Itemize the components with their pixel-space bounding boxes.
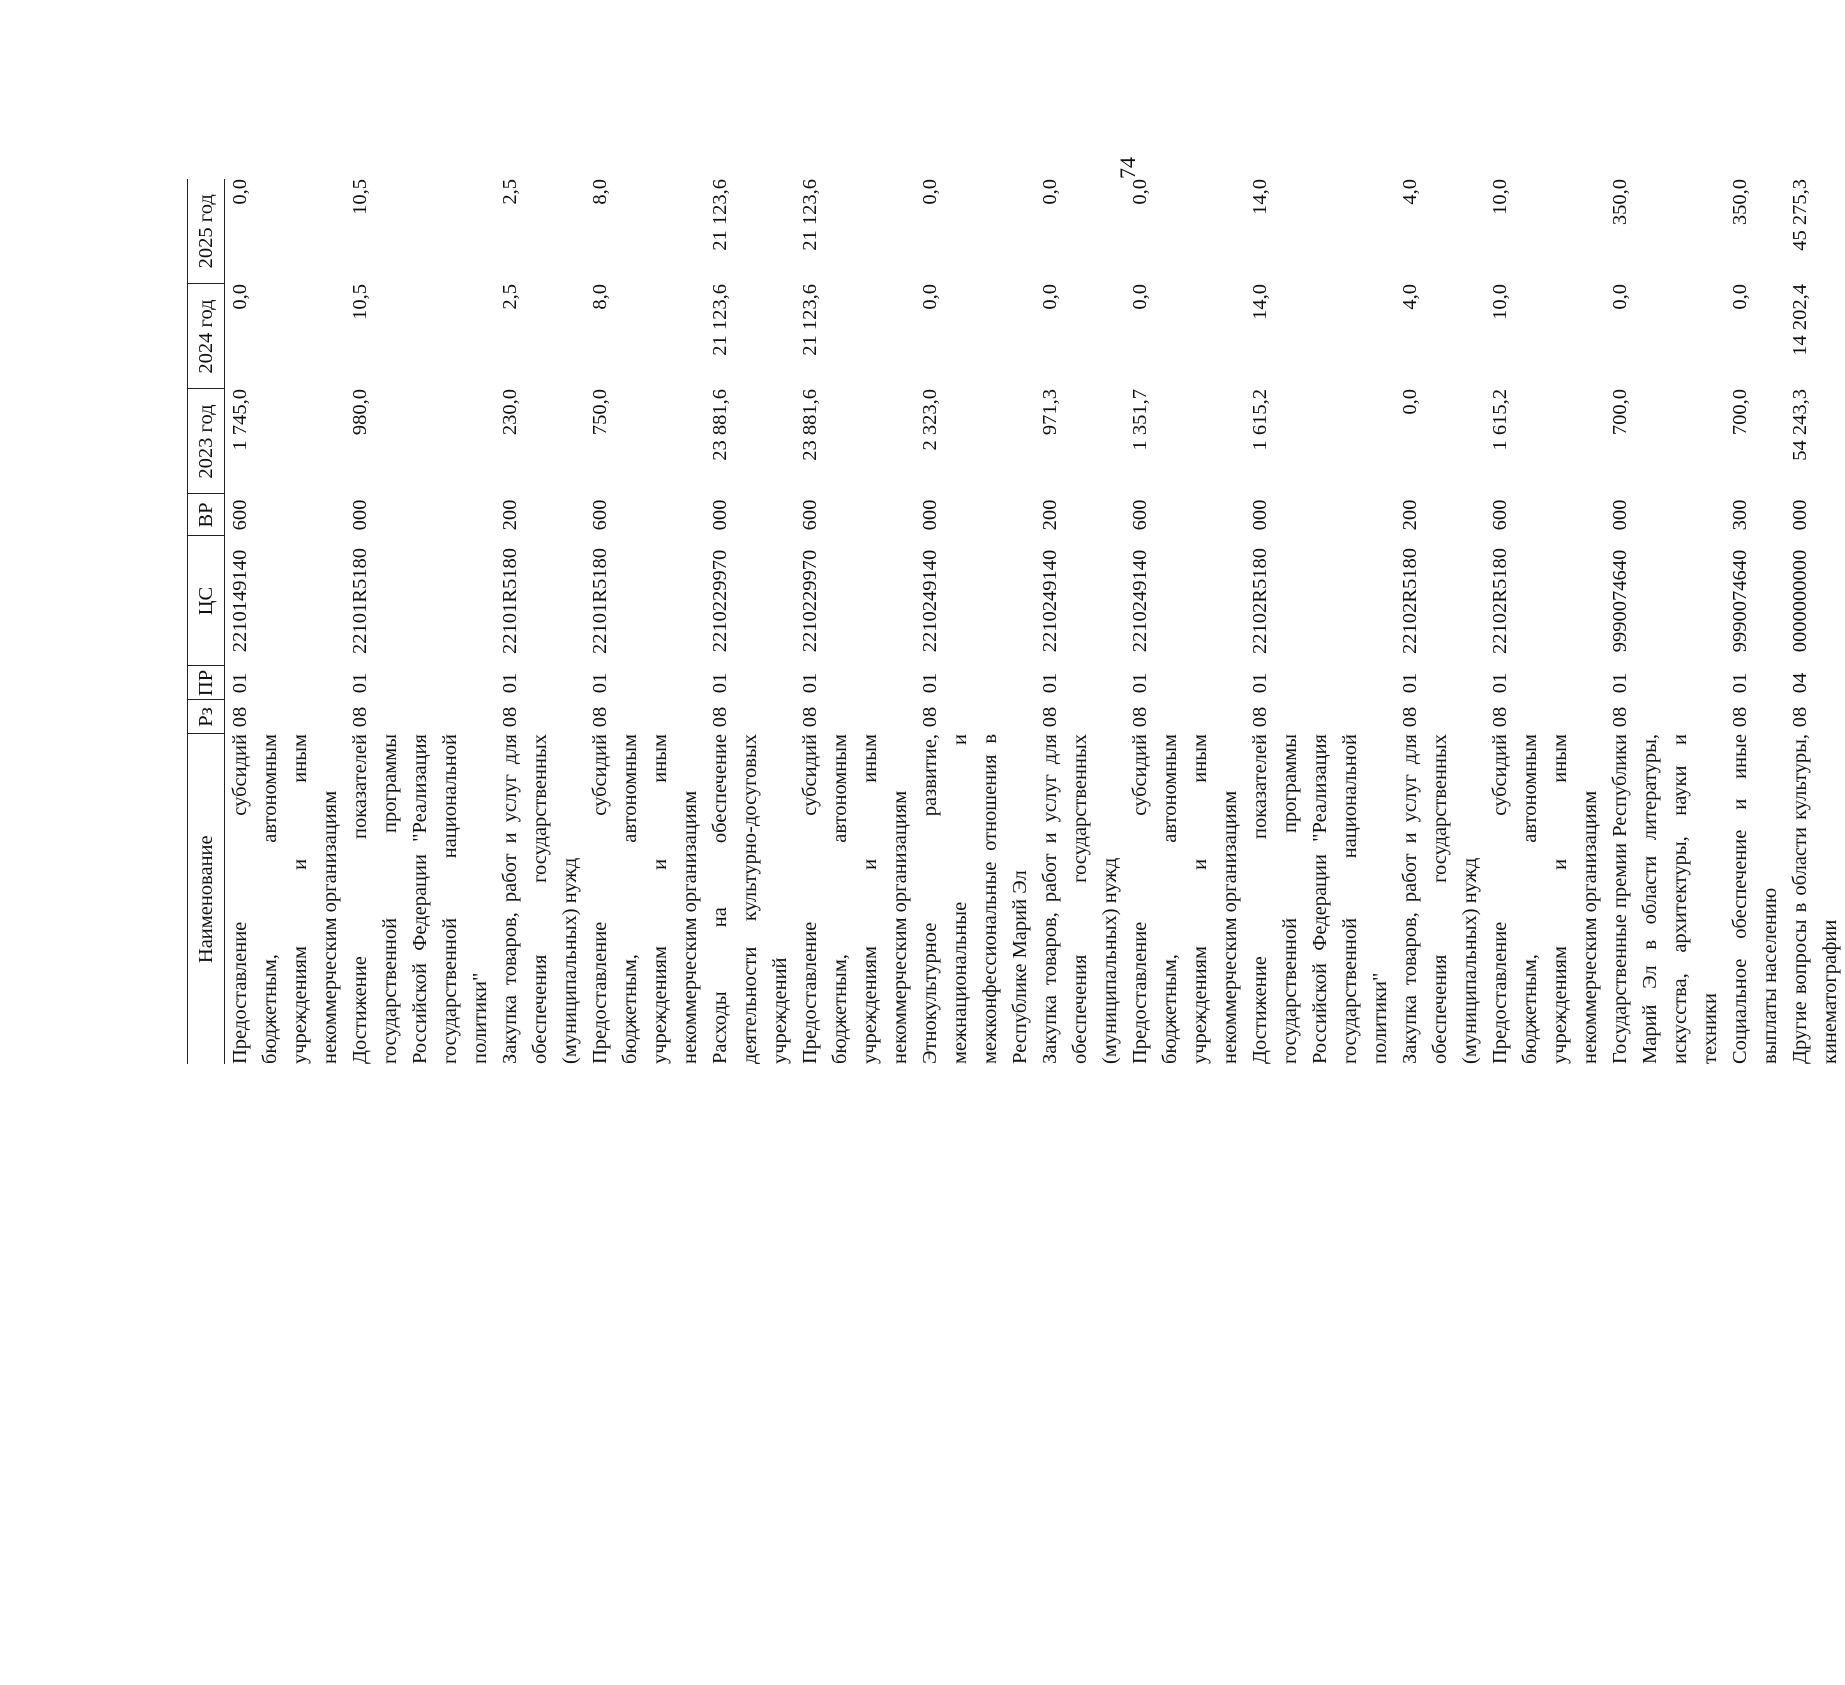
row-pr: 01	[1039, 672, 1061, 694]
header-cs: ЦС	[188, 536, 225, 666]
row-vr: 600	[229, 499, 251, 531]
row-amount-2023: 23 881,6	[709, 389, 731, 461]
row-amount-2024: 14 202,4	[1789, 284, 1811, 356]
row-rz: 08	[1039, 706, 1061, 728]
table-row	[1485, 179, 1605, 1064]
row-pr: 01	[1489, 672, 1511, 694]
row-name: Закупка товаров, работ и услуг для обеспечения государственных (муниципальных) нужд	[1039, 734, 1121, 1064]
row-rz: 08	[1609, 706, 1631, 728]
table-row	[1725, 179, 1785, 1064]
row-amount-2023: 1 615,2	[1249, 389, 1271, 451]
row-amount-2025: 350,0	[1609, 179, 1631, 226]
row-amount-2023: 971,3	[1039, 389, 1061, 436]
row-cs: 2210229970	[799, 549, 821, 653]
row-amount-2025: 21 123,6	[799, 179, 821, 251]
row-pr: 01	[1609, 672, 1631, 694]
row-name: Предоставление субсидий бюджетным, автономным учреждениям и иным некоммерческим организациям	[589, 734, 701, 1064]
row-cs: 2210249140	[1129, 549, 1151, 653]
row-name: Этнокультурное развитие, межнациональные и межконфессиональные отношения в Республике Марий Эл	[919, 734, 1031, 1064]
table-row	[225, 179, 346, 1064]
header-rz: Рз	[188, 700, 225, 734]
row-name: Государственные премии Республики Марий Эл в области литературы, искусства, архитектуры, науки и техники	[1609, 734, 1721, 1064]
row-rz: 08	[589, 706, 611, 728]
header-2024: 2024 год	[188, 284, 225, 389]
row-pr: 01	[709, 672, 731, 694]
row-amount-2023: 700,0	[1729, 389, 1751, 436]
row-amount-2024: 8,0	[589, 284, 611, 310]
header-2025: 2025 год	[188, 179, 225, 284]
row-rz: 08	[349, 706, 371, 728]
row-pr: 01	[1729, 672, 1751, 694]
row-rz: 08	[1489, 706, 1511, 728]
row-cs: 22102R5180	[1399, 548, 1421, 654]
row-cs: 22102R5180	[1489, 548, 1511, 654]
row-vr: 000	[919, 499, 941, 531]
row-amount-2023: 750,0	[589, 389, 611, 436]
row-amount-2025: 0,0	[1129, 179, 1151, 205]
row-amount-2025: 10,0	[1489, 179, 1511, 215]
row-amount-2023: 980,0	[349, 389, 371, 436]
header-pr: ПР	[188, 666, 225, 700]
row-amount-2024: 2,5	[499, 284, 521, 310]
page-number: 74	[1115, 157, 1140, 179]
row-amount-2025: 0,0	[229, 179, 251, 205]
row-amount-2024: 0,0	[1039, 284, 1061, 310]
budget-table	[187, 179, 1845, 1064]
row-pr: 01	[1249, 672, 1271, 694]
row-amount-2023: 2 323,0	[919, 389, 941, 451]
row-vr: 300	[1729, 499, 1751, 531]
row-amount-2024: 0,0	[919, 284, 941, 310]
row-vr: 200	[1399, 499, 1421, 531]
row-rz: 08	[499, 706, 521, 728]
row-vr: 600	[799, 499, 821, 531]
row-pr: 04	[1789, 672, 1811, 694]
row-amount-2024: 21 123,6	[709, 284, 731, 356]
row-pr: 01	[589, 672, 611, 694]
row-rz: 08	[229, 706, 251, 728]
row-name: Предоставление субсидий бюджетным, автономным учреждениям и иным некоммерческим организациям	[799, 734, 911, 1064]
row-amount-2023: 230,0	[499, 389, 521, 436]
table-row	[495, 179, 585, 1064]
row-rz: 08	[1399, 706, 1421, 728]
row-cs: 22101R5180	[349, 548, 371, 654]
row-amount-2024: 14,0	[1249, 284, 1271, 320]
table-row	[1605, 179, 1725, 1064]
header-vr: ВР	[188, 494, 225, 536]
row-name: Достижение показателей государственной программы Российской Федерации "Реализация государственной национальной политики"	[1249, 734, 1391, 1064]
row-name: Достижение показателей государственной программы Российской Федерации "Реализация государственной национальной политики"	[349, 734, 491, 1064]
row-amount-2023: 700,0	[1609, 389, 1631, 436]
row-rz: 08	[1249, 706, 1271, 728]
table-row	[345, 179, 495, 1064]
row-pr: 01	[919, 672, 941, 694]
row-pr: 01	[1129, 672, 1151, 694]
row-vr: 000	[1789, 499, 1811, 531]
row-cs: 9990074640	[1609, 549, 1631, 653]
row-vr: 000	[1249, 499, 1271, 531]
row-amount-2024: 10,0	[1489, 284, 1511, 320]
row-pr: 01	[799, 672, 821, 694]
row-amount-2024: 0,0	[1729, 284, 1751, 310]
row-rz: 08	[799, 706, 821, 728]
row-cs: 22101R5180	[589, 548, 611, 654]
row-cs: 9990074640	[1729, 549, 1751, 653]
row-amount-2024: 0,0	[1609, 284, 1631, 310]
row-amount-2023: 1 615,2	[1489, 389, 1511, 451]
row-amount-2025: 0,0	[1039, 179, 1061, 205]
row-name: Предоставление субсидий бюджетным, автономным учреждениям и иным некоммерческим организациям	[229, 734, 341, 1064]
row-name: Закупка товаров, работ и услуг для обеспечения государственных (муниципальных) нужд	[499, 734, 581, 1064]
row-amount-2023: 23 881,6	[799, 389, 821, 461]
table-row	[795, 179, 915, 1064]
row-amount-2023: 1 745,0	[229, 389, 251, 451]
row-pr: 01	[1399, 672, 1421, 694]
row-vr: 600	[1129, 499, 1151, 531]
row-vr: 000	[1609, 499, 1631, 531]
table-row	[1395, 179, 1485, 1064]
row-amount-2025: 350,0	[1729, 179, 1751, 226]
row-pr: 01	[349, 672, 371, 694]
row-name: Другие вопросы в области культуры, кинематографии	[1789, 734, 1841, 1064]
row-amount-2025: 10,5	[349, 179, 371, 215]
row-amount-2025: 21 123,6	[709, 179, 731, 251]
row-pr: 01	[499, 672, 521, 694]
row-vr: 600	[1489, 499, 1511, 531]
row-amount-2025: 45 275,3	[1789, 179, 1811, 251]
row-name: Социальное обеспечение и иные выплаты населению	[1729, 734, 1781, 1064]
row-amount-2025: 4,0	[1399, 179, 1421, 205]
header-2023: 2023 год	[188, 389, 225, 494]
row-name: Предоставление субсидий бюджетным, автономным учреждениям и иным некоммерческим организациям	[1489, 734, 1601, 1064]
row-amount-2023: 0,0	[1399, 389, 1421, 415]
table-body	[225, 179, 1845, 1064]
row-amount-2023: 1 351,7	[1129, 389, 1151, 451]
row-amount-2025: 2,5	[499, 179, 521, 205]
row-name: Расходы на обеспечение деятельности культурно-досуговых учреждений	[709, 734, 791, 1064]
row-cs: 2210249140	[919, 549, 941, 653]
row-name: Закупка товаров, работ и услуг для обеспечения государственных (муниципальных) нужд	[1399, 734, 1481, 1064]
row-amount-2024: 4,0	[1399, 284, 1421, 310]
row-amount-2024: 0,0	[1129, 284, 1151, 310]
row-cs: 2210249140	[1039, 549, 1061, 653]
row-name: Предоставление субсидий бюджетным, автономным учреждениям и иным некоммерческим организациям	[1129, 734, 1241, 1064]
row-rz: 08	[919, 706, 941, 728]
table-header-row	[188, 179, 225, 1064]
row-rz: 08	[1129, 706, 1151, 728]
row-vr: 000	[349, 499, 371, 531]
row-cs: 2210229970	[709, 549, 731, 653]
table-row	[705, 179, 795, 1064]
row-vr: 000	[709, 499, 731, 531]
row-rz: 08	[1729, 706, 1751, 728]
row-amount-2025: 0,0	[919, 179, 941, 205]
table-row	[1035, 179, 1125, 1064]
table-row	[915, 179, 1035, 1064]
row-vr: 600	[589, 499, 611, 531]
table-row	[1785, 179, 1845, 1064]
row-pr: 01	[229, 672, 251, 694]
table-row	[1125, 179, 1245, 1064]
rotated-table-container	[187, 0, 1841, 1064]
table-row	[1245, 179, 1395, 1064]
row-rz: 08	[709, 706, 731, 728]
header-name: Наименование	[188, 734, 225, 1064]
row-amount-2023: 54 243,3	[1789, 389, 1811, 461]
row-rz: 08	[1789, 706, 1811, 728]
row-cs: 0000000000	[1789, 549, 1811, 653]
row-amount-2025: 14,0	[1249, 179, 1271, 215]
row-cs: 22102R5180	[1249, 548, 1271, 654]
row-amount-2024: 10,5	[349, 284, 371, 320]
row-cs: 22101R5180	[499, 548, 521, 654]
row-amount-2024: 0,0	[229, 284, 251, 310]
row-vr: 200	[1039, 499, 1061, 531]
row-vr: 200	[499, 499, 521, 531]
table-row	[585, 179, 705, 1064]
row-amount-2025: 8,0	[589, 179, 611, 205]
row-amount-2024: 21 123,6	[799, 284, 821, 356]
row-cs: 2210149140	[229, 549, 251, 653]
